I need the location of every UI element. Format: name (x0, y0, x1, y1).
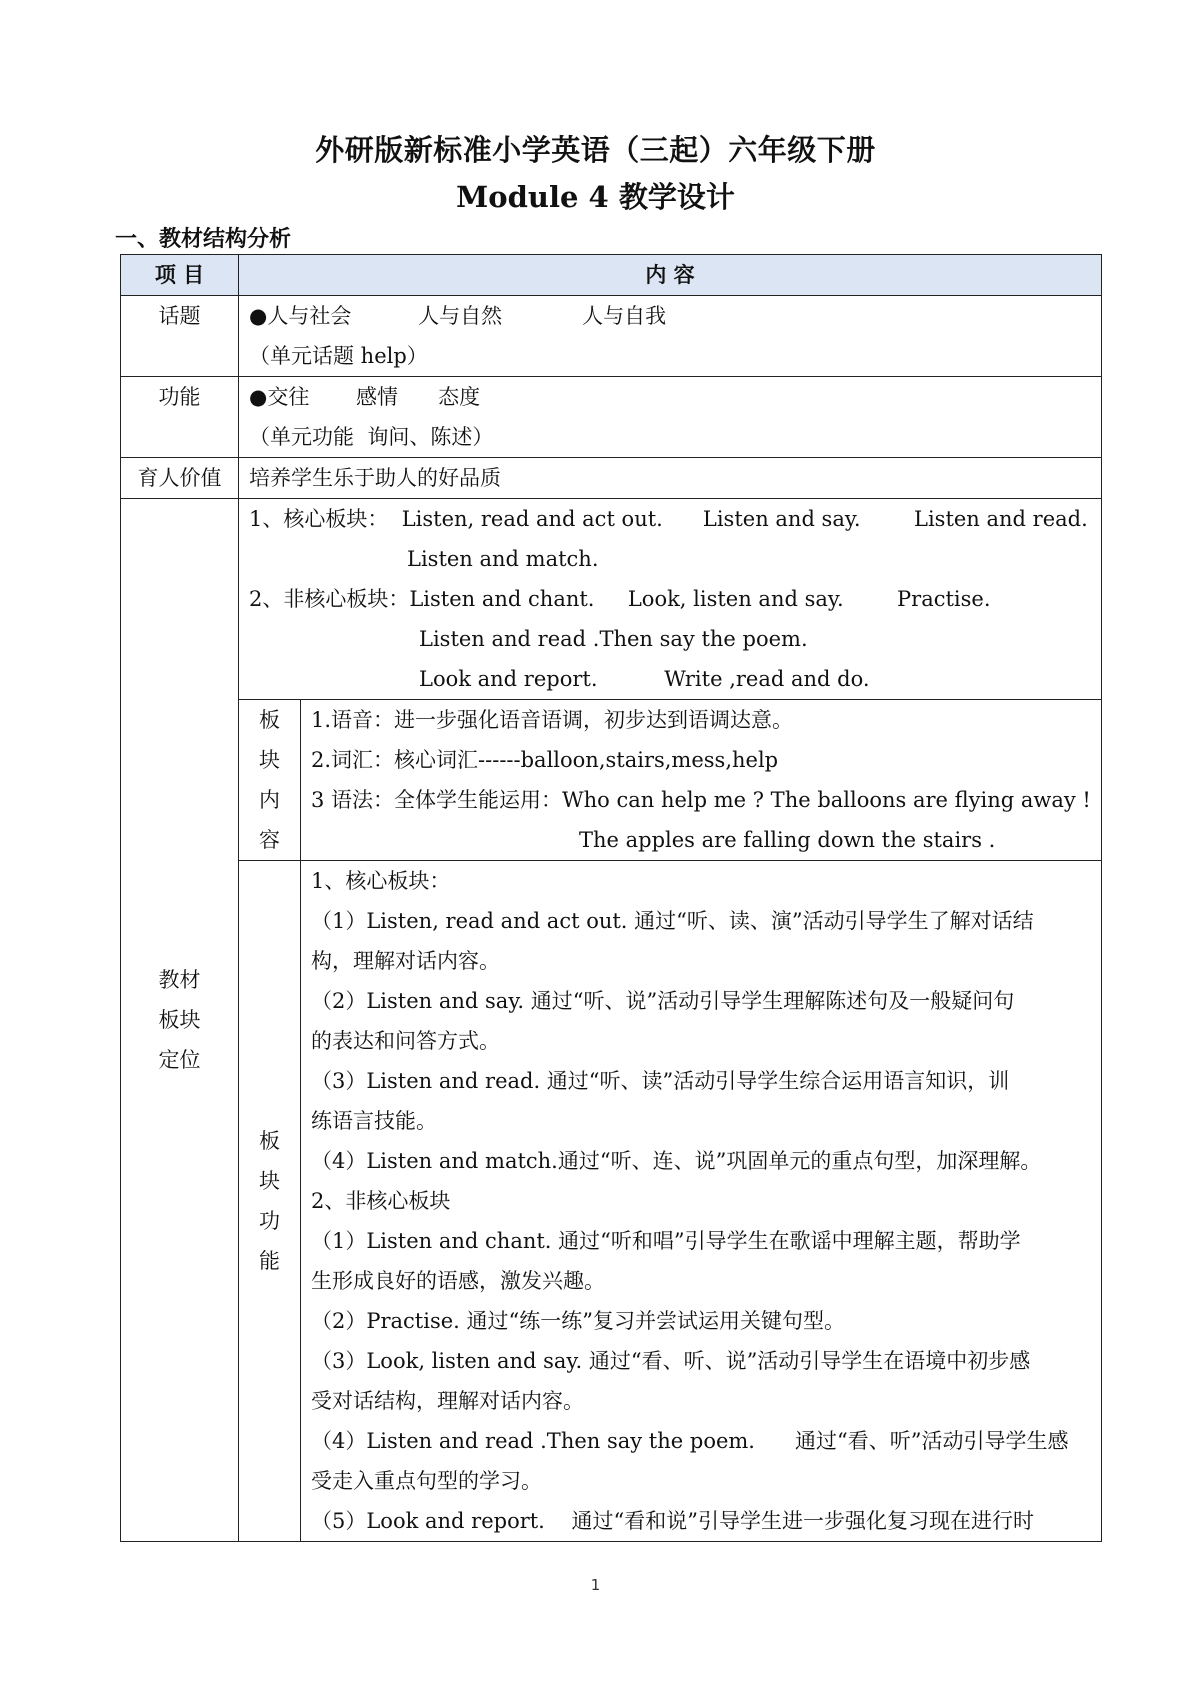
positioning-label (121, 499, 239, 1542)
bf-line: 受走入重点句型的学习。 (311, 1469, 542, 1493)
bcl-4: 容 (259, 828, 280, 852)
table-header-row (121, 255, 1102, 296)
block-function-row (121, 861, 1102, 1542)
bf-line: （4）Listen and match.通过“听、连、说”巩固单元的重点句型，加深理解。 (311, 1149, 1042, 1173)
block-function-content (301, 861, 1102, 1542)
phonetics-line: 1.语音：进一步强化语音语调，初步达到语调达意。 (311, 708, 794, 732)
block-content-label (239, 700, 301, 861)
bf-line: 练语言技能。 (311, 1109, 437, 1133)
grammar-line: 3 语法：全体学生能运用：Who can help me ? The balloons are flying away ! (311, 788, 1091, 812)
bf-line: 1、核心板块： (311, 869, 451, 893)
modules-content (239, 499, 1102, 700)
page-number: 1 (590, 1576, 601, 1594)
block-content-row (121, 700, 1102, 861)
grammar-line-cont: The apples are falling down the stairs . (579, 828, 996, 852)
bf-line: （1）Listen, read and act out. 通过“听、读、演”活动引导学生了解对话结 (311, 909, 1034, 933)
positioning-label-3: 定位 (158, 1048, 201, 1072)
bfl-1: 板 (259, 1129, 280, 1153)
document-subtitle: Module 4 教学设计 (456, 180, 735, 214)
bf-line: （3）Listen and read. 通过“听、读”活动引导学生综合运用语言知识，训 (311, 1069, 1010, 1093)
bfl-2: 块 (259, 1169, 280, 1193)
bf-line: 2、非核心板块 (311, 1189, 451, 1213)
modules-row (121, 499, 1102, 700)
positioning-label-1: 教材 (158, 968, 201, 992)
section-heading: 一、教材结构分析 (115, 226, 292, 252)
analysis-table (120, 254, 1102, 1542)
topic-row (121, 296, 1102, 377)
bf-line: （4）Listen and read .Then say the poem. 通过“看、听”活动引导学生感 (311, 1429, 1069, 1453)
block-function-label (239, 861, 301, 1542)
value-content: 培养学生乐于助人的好品质 (239, 458, 1102, 499)
block-content (301, 700, 1102, 861)
header-content: 内 容 (239, 255, 1102, 296)
bcl-1: 板 (259, 708, 280, 732)
bcl-3: 内 (259, 788, 280, 812)
bf-line: （2）Practise. 通过“练一练”复习并尝试运用关键句型。 (311, 1309, 845, 1333)
noncore-modules-cont2: Look and report. Write ,read and do. (419, 667, 870, 691)
value-label: 育人价值 (121, 458, 239, 499)
document-title: 外研版新标准小学英语（三起）六年级下册 (315, 133, 876, 167)
bf-line: （2）Listen and say. 通过“听、说”活动引导学生理解陈述句及一般疑问句 (311, 989, 1015, 1013)
noncore-modules-cont1: Listen and read .Then say the poem. (419, 627, 808, 651)
bf-line: 的表达和问答方式。 (311, 1029, 500, 1053)
bf-line: 受对话结构，理解对话内容。 (311, 1389, 584, 1413)
positioning-label-2: 板块 (158, 1008, 201, 1032)
core-modules: 1、核心板块： Listen, read and act out. Listen and say. Listen and read. (249, 507, 1088, 531)
bf-line: （1）Listen and chant. 通过“听和唱”引导学生在歌谣中理解主题，帮助学 (311, 1229, 1021, 1253)
bf-line: （5）Look and report. 通过“看和说”引导学生进一步强化复习现在进行时 (311, 1509, 1035, 1533)
function-row (121, 377, 1102, 458)
topic-content (239, 296, 1102, 377)
bf-line: 构，理解对话内容。 (311, 949, 500, 973)
core-modules-cont: Listen and match. (407, 547, 599, 571)
function-note: （单元功能 询问、陈述） (249, 425, 494, 449)
bf-line: 生形成良好的语感，激发兴趣。 (311, 1269, 605, 1293)
bf-line: （3）Look, listen and say. 通过“看、听、说”活动引导学生在语境中初步感 (311, 1349, 1031, 1373)
topic-label: 话题 (121, 296, 239, 377)
function-content (239, 377, 1102, 458)
topic-options: ●人与社会 人与自然 人与自我 (249, 304, 667, 328)
function-label: 功能 (121, 377, 239, 458)
vocabulary-line: 2.词汇：核心词汇------balloon,stairs,mess,help (311, 748, 779, 772)
topic-note: （单元话题 help） (249, 344, 428, 368)
function-options: ●交往 感情 态度 (249, 385, 481, 409)
bfl-4: 能 (259, 1249, 280, 1273)
bfl-3: 功 (259, 1209, 280, 1233)
value-row (121, 458, 1102, 499)
noncore-modules: 2、非核心板块：Listen and chant. Look, listen and say. Practise. (249, 587, 991, 611)
bcl-2: 块 (259, 748, 280, 772)
header-item: 项 目 (121, 255, 239, 296)
